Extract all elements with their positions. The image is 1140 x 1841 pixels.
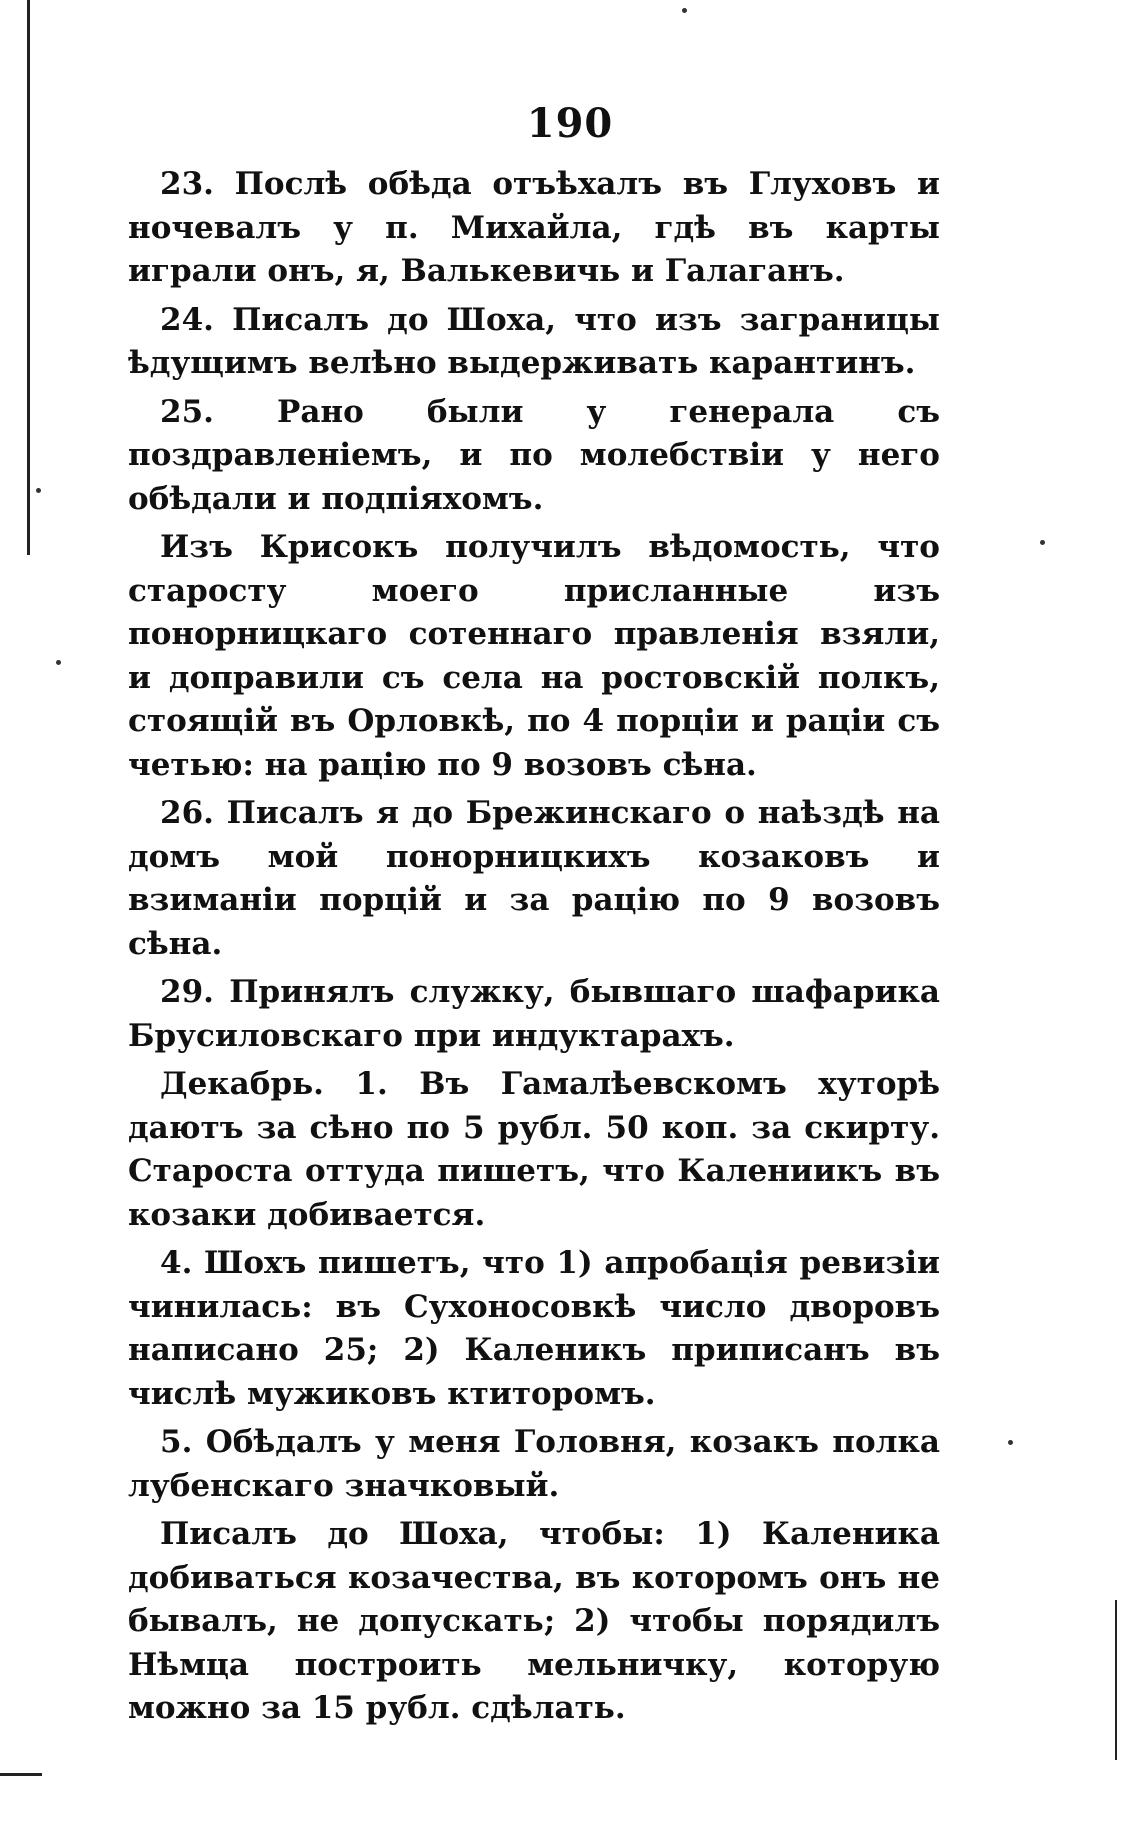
print-speck: [56, 660, 61, 665]
paragraph: 24. Писалъ до Шоха, что изъ заграницы ѣдущимъ велѣно выдерживать карантинъ.: [128, 301, 940, 381]
page-number: 190: [526, 100, 614, 147]
body-text: [128, 163, 940, 1736]
page-edge-mark: [0, 1773, 42, 1776]
paragraph: 26. Писалъ я до Брежинскаго о наѣздѣ на домъ мой понорницкихъ козаковъ и взиманіи порцій и за рацію по 9 возовъ сѣна.: [128, 795, 940, 962]
paragraph: Изъ Крисокъ получилъ вѣдомость, что старосту моего присланные изъ понорницкаго сотеннаго правленія взяли, и доправили съ села на ростовскій полкъ, стоящій въ Орловкѣ, по 4 порціи и раціи съ четью: на рацію по 9 возовъ сѣна.: [128, 529, 940, 783]
page-edge-line-right: [1115, 1600, 1117, 1760]
print-speck: [1040, 540, 1045, 545]
print-speck: [1008, 1440, 1013, 1445]
print-speck: [682, 8, 687, 13]
paragraph: Декабрь. 1. Въ Гамалѣевскомъ хуторѣ даютъ за сѣно по 5 рубл. 50 коп. за скирту. Староста оттуда пишетъ, что Калениикъ въ козаки добивается.: [128, 1066, 940, 1233]
page-edge-line: [27, 0, 30, 555]
paragraph: 4. Шохъ пишетъ, что 1) апробація ревизіи чинилась: въ Сухоносовкѣ число дворовъ написано 25; 2) Каленикъ приписанъ въ числѣ мужиковъ ктиторомъ.: [128, 1245, 940, 1412]
print-speck: [36, 488, 41, 493]
paragraph: 5. Обѣдалъ у меня Головня, козакъ полка лубенскаго значковый.: [128, 1424, 940, 1504]
paragraph: 25. Рано были у генерала съ поздравленіемъ, и по молебствіи у него обѣдали и подпіяхомъ.: [128, 393, 940, 517]
paragraph: Писалъ до Шоха, чтобы: 1) Каленика добиваться козачества, въ которомъ онъ не бывалъ, не допускать; 2) чтобы порядилъ Нѣмца построить мельничку, которую можно за 15 рубл. сдѣлать.: [128, 1516, 940, 1726]
paragraph: 23. Послѣ обѣда отъѣхалъ въ Глуховъ и ночевалъ у п. Михайла, гдѣ въ карты играли онъ, я, Валькевичь и Галаганъ.: [128, 166, 940, 289]
paragraph: 29. Принялъ служку, бывшаго шафарика Брусиловскаго при индуктарахъ.: [128, 974, 940, 1054]
